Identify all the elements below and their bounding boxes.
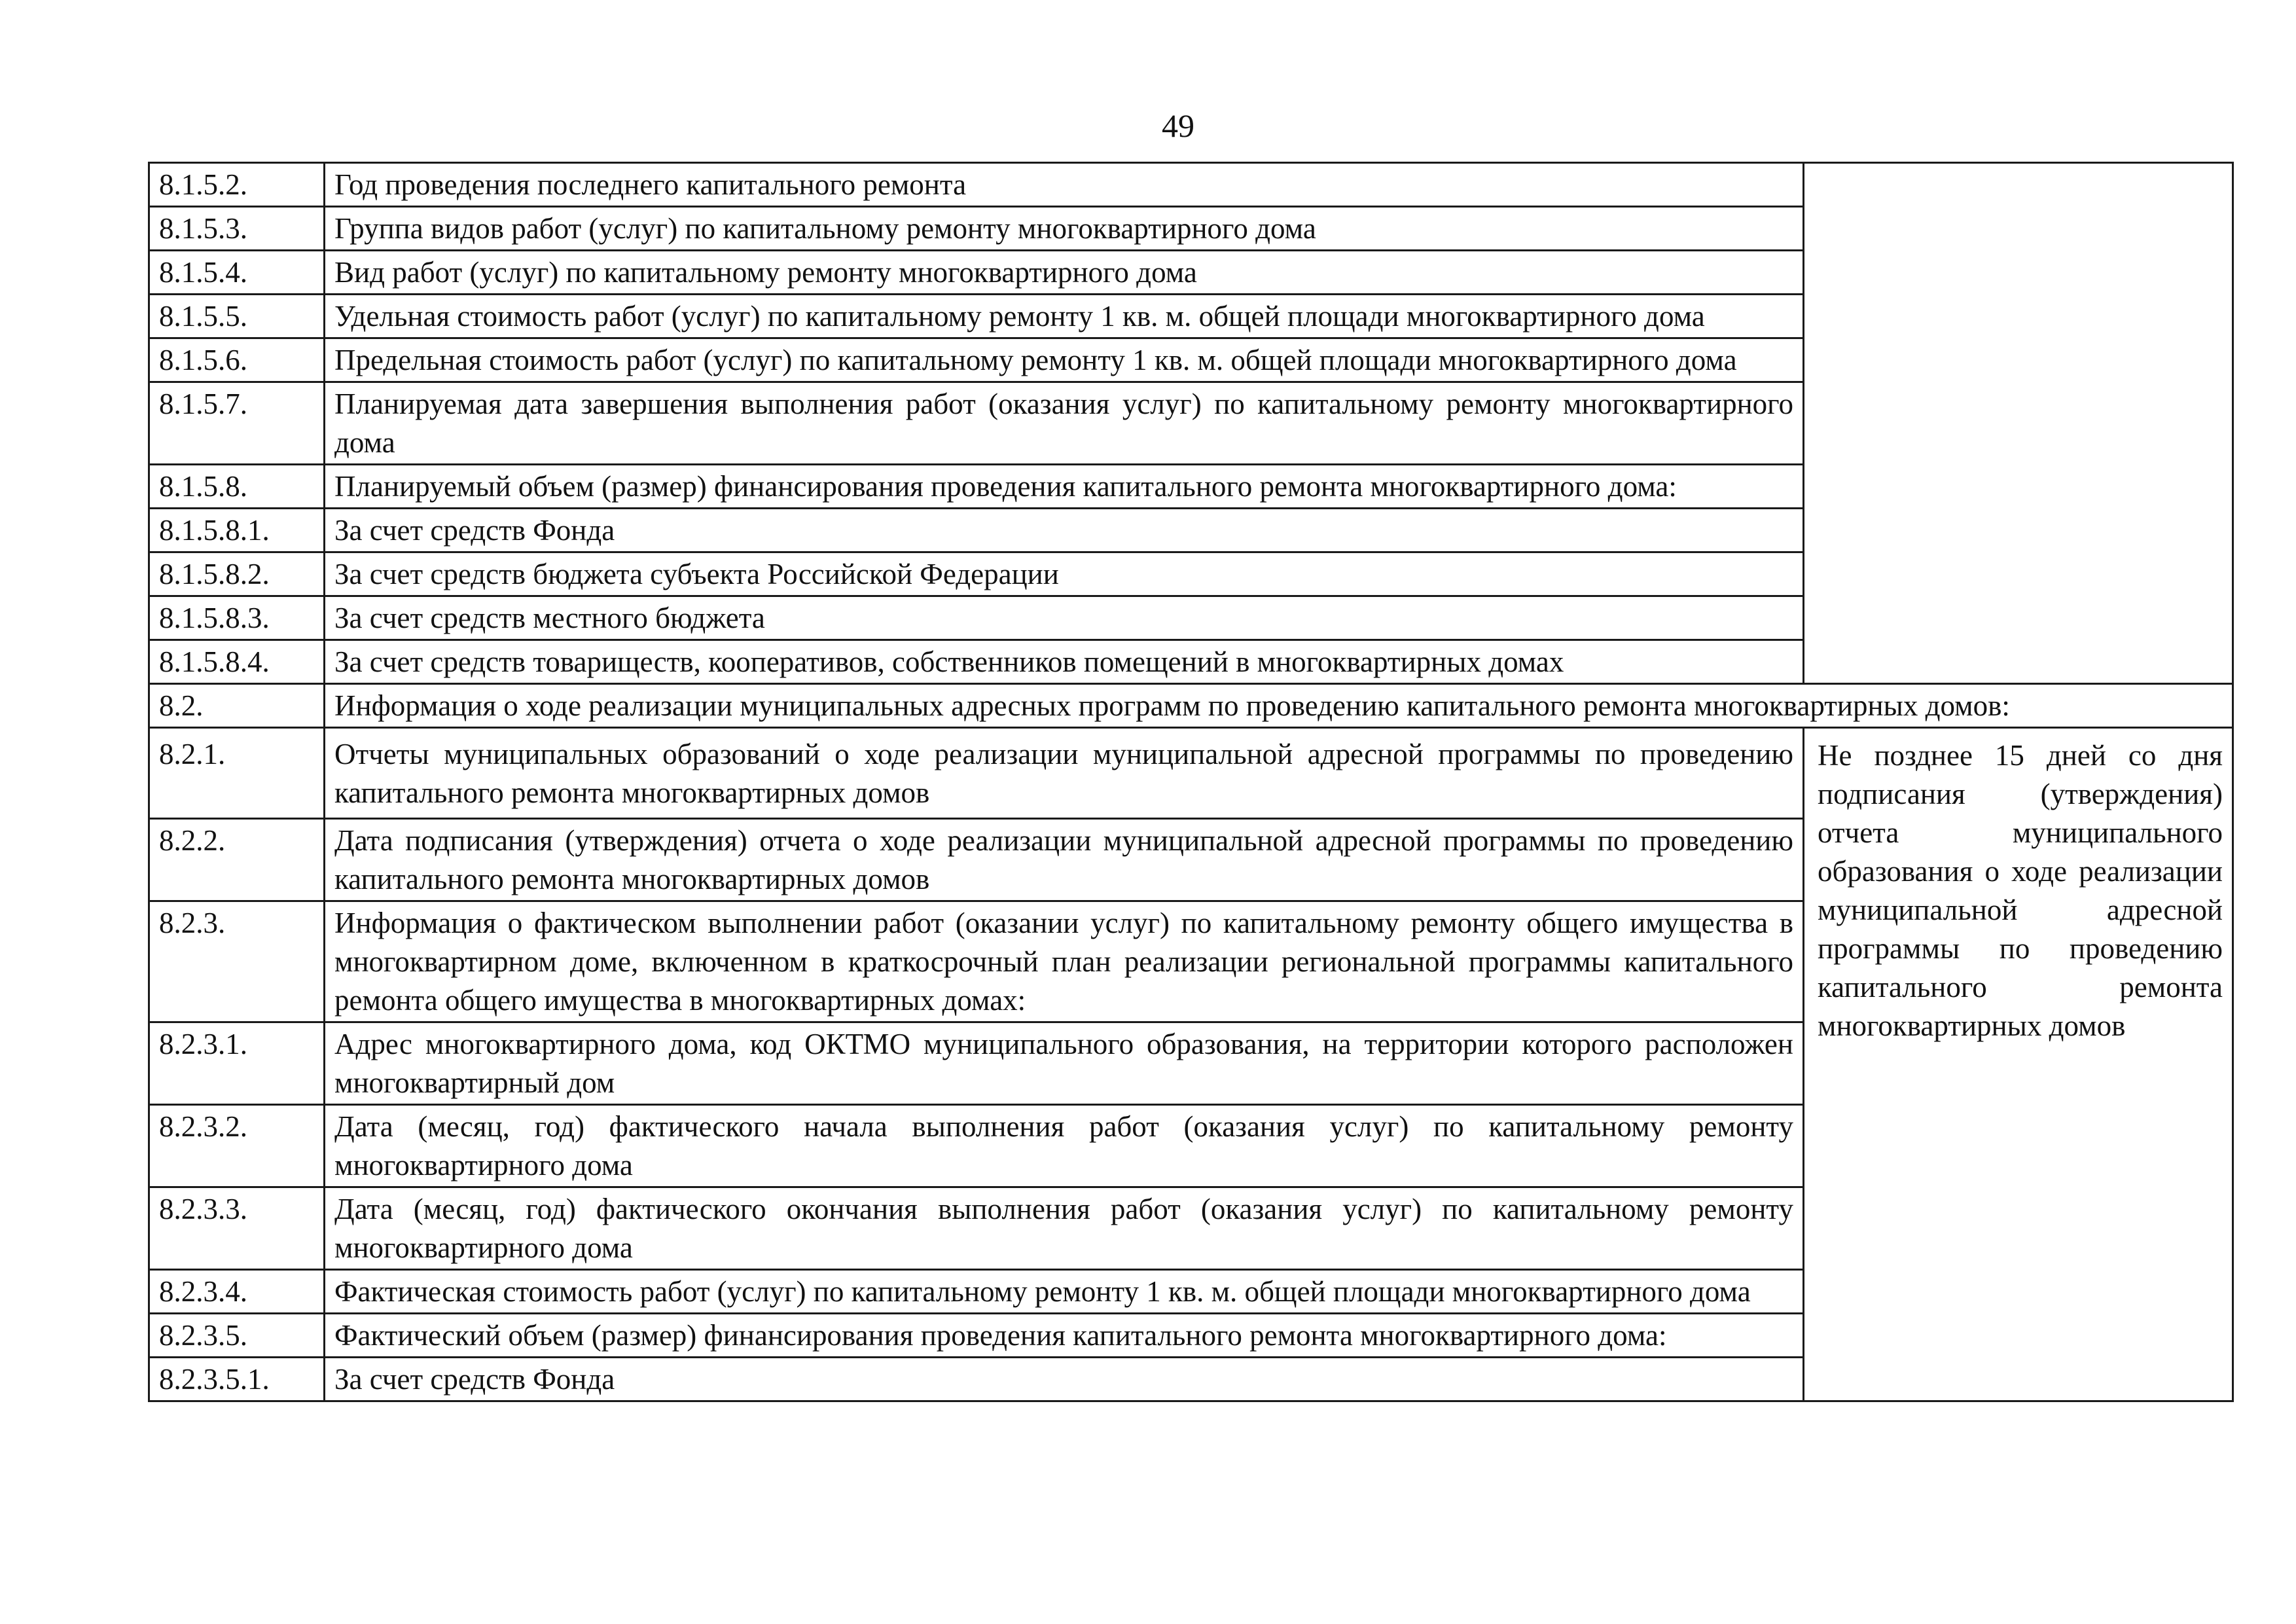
row-code: 8.1.5.8.1.: [149, 509, 325, 552]
row-code: 8.1.5.8.3.: [149, 596, 325, 640]
row-description: Планируемая дата завершения выполнения работ (оказания услуг) по капитальному ремонту многоквартирного дома: [325, 382, 1804, 465]
row-description: За счет средств бюджета субъекта Российской Федерации: [325, 552, 1804, 596]
row-description: Отчеты муниципальных образований о ходе реализации муниципальной адресной программы по проведению капитального ремонта многоквартирных домов: [325, 728, 1804, 819]
row-code: 8.1.5.2.: [149, 163, 325, 207]
row-code: 8.1.5.6.: [149, 338, 325, 382]
row-description: Предельная стоимость работ (услуг) по капитальному ремонту 1 кв. м. общей площади многоквартирного дома: [325, 338, 1804, 382]
row-code: 8.1.5.8.4.: [149, 640, 325, 684]
row-description: Адрес многоквартирного дома, код ОКТМО муниципального образования, на территории которого расположен многоквартирный дом: [325, 1022, 1804, 1105]
row-description: Дата (месяц, год) фактического начала выполнения работ (оказания услуг) по капитальному ремонту многоквартирного дома: [325, 1105, 1804, 1187]
row-code: 8.2.3.1.: [149, 1022, 325, 1105]
row-description: Дата (месяц, год) фактического окончания выполнения работ (оказания услуг) по капитальному ремонту многоквартирного дома: [325, 1187, 1804, 1270]
row-code: 8.2.3.3.: [149, 1187, 325, 1270]
row-description: Вид работ (услуг) по капитальному ремонту многоквартирного дома: [325, 251, 1804, 295]
row-description: За счет средств Фонда: [325, 509, 1804, 552]
row-description: Дата подписания (утверждения) отчета о ходе реализации муниципальной адресной программы по проведению капитального ремонта многоквартирных домов: [325, 819, 1804, 901]
row-code: 8.1.5.7.: [149, 382, 325, 465]
section-title: Информация о ходе реализации муниципальных адресных программ по проведению капитального ремонта многоквартирных домов:: [325, 684, 2233, 728]
row-description: Информация о фактическом выполнении работ (оказании услуг) по капитальному ремонту общего имущества в многоквартирном доме, включенном в краткосрочный план реализации региональной программы капитального ремонта общего имущества в многоквартирных домах:: [325, 901, 1804, 1022]
row-code: 8.1.5.4.: [149, 251, 325, 295]
row-code: 8.1.5.8.: [149, 465, 325, 509]
row-code: 8.2.1.: [149, 728, 325, 819]
row-code: 8.2.3.5.: [149, 1314, 325, 1358]
table-row: [149, 728, 2233, 819]
deadline-cell-empty: [1804, 163, 2233, 684]
deadline-cell: Не позднее 15 дней со дня подписания (утверждения) отчета муниципального образования о ходе реализации муниципальной адресной программы по проведению капитального ремонта многоквартирных домов: [1804, 728, 2233, 1401]
row-code: 8.1.5.3.: [149, 207, 325, 251]
row-code: 8.2.3.2.: [149, 1105, 325, 1187]
row-description: Фактический объем (размер) финансирования проведения капитального ремонта многоквартирного дома:: [325, 1314, 1804, 1358]
row-code: 8.2.2.: [149, 819, 325, 901]
table-row: [149, 163, 2233, 207]
row-code: 8.1.5.8.2.: [149, 552, 325, 596]
row-code: 8.2.3.: [149, 901, 325, 1022]
row-description: Год проведения последнего капитального ремонта: [325, 163, 1804, 207]
row-description: За счет средств Фонда: [325, 1358, 1804, 1401]
row-code: 8.1.5.5.: [149, 295, 325, 338]
row-description: За счет средств местного бюджета: [325, 596, 1804, 640]
row-description: За счет средств товариществ, кооперативов, собственников помещений в многоквартирных домах: [325, 640, 1804, 684]
row-description: Удельная стоимость работ (услуг) по капитальному ремонту 1 кв. м. общей площади многоквартирного дома: [325, 295, 1804, 338]
requirements-table: [148, 162, 2234, 1402]
page-number: 49: [1162, 107, 1194, 144]
row-code: 8.2.3.4.: [149, 1270, 325, 1314]
row-description: Фактическая стоимость работ (услуг) по капитальному ремонту 1 кв. м. общей площади многоквартирного дома: [325, 1270, 1804, 1314]
row-description: Группа видов работ (услуг) по капитальному ремонту многоквартирного дома: [325, 207, 1804, 251]
section-header-row: [149, 684, 2233, 728]
row-code: 8.2.3.5.1.: [149, 1358, 325, 1401]
row-description: Планируемый объем (размер) финансирования проведения капитального ремонта многоквартирного дома:: [325, 465, 1804, 509]
section-code: 8.2.: [149, 684, 325, 728]
